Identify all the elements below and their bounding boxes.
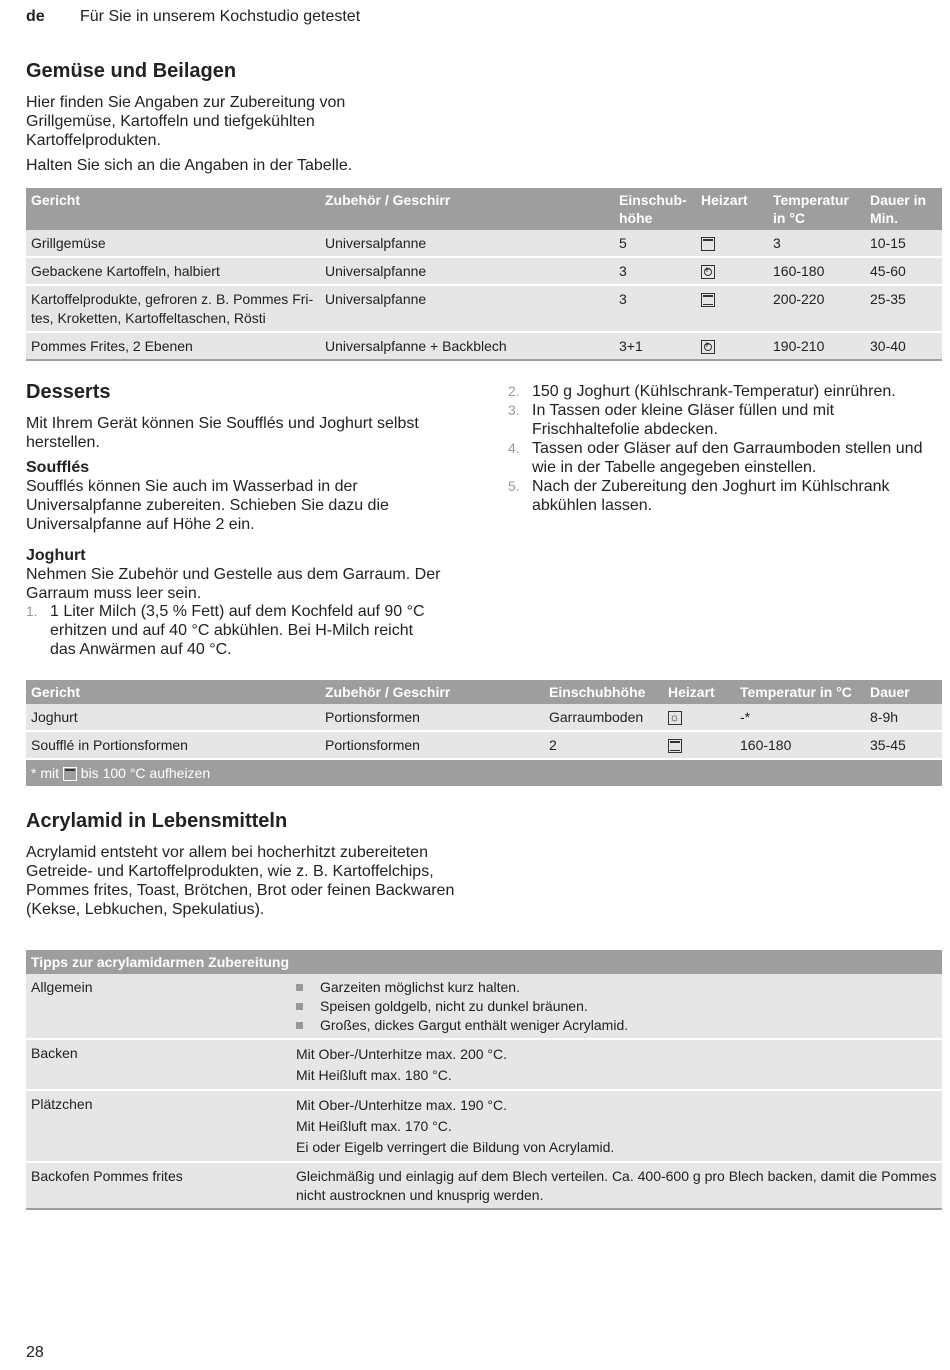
cell-hoehe: 2 <box>544 731 663 759</box>
cell-dauer: 30-40 <box>865 332 942 360</box>
cell-hoehe: 3 <box>614 257 696 285</box>
grill-icon <box>63 767 77 781</box>
table-desserts <box>26 680 942 788</box>
list-item <box>508 439 938 477</box>
table-tips <box>26 950 942 1210</box>
col-header-heizart: Heizart <box>663 680 735 704</box>
cell-temp: 190-210 <box>768 332 865 360</box>
souffles-text: Soufflés können Sie auch im Wasserbad in der Universalpfanne zubereiten. Schieben Sie dazu die Universalpfanne auf Höhe 2 ein. <box>26 478 389 533</box>
light-icon <box>668 711 682 725</box>
list-item <box>508 401 938 439</box>
tips-content <box>291 1039 942 1090</box>
tips-bullets <box>296 978 937 1035</box>
table-row <box>26 704 942 731</box>
table-row <box>26 285 942 332</box>
cell-hoehe: 3 <box>614 285 696 332</box>
tips-content <box>291 1090 942 1162</box>
col-header-einschubhoehe: Einschub-höhe <box>614 188 696 230</box>
table-footnote-row <box>26 759 942 787</box>
footnote-text-pre: * mit <box>31 765 59 781</box>
cell-heizart <box>696 285 768 332</box>
step-number: 3. <box>508 402 520 418</box>
hot-air-icon <box>701 265 715 279</box>
cell-dauer: 45-60 <box>865 257 942 285</box>
col-header-einschubhoehe: Einschubhöhe <box>544 680 663 704</box>
grill-icon <box>701 237 715 251</box>
tips-line: Mit Heißluft max. 170 °C. <box>296 1118 452 1134</box>
tips-line: Mit Ober-/Unterhitze max. 200 °C. <box>296 1046 507 1062</box>
table-row <box>26 1090 942 1162</box>
step-number: 1. <box>26 603 38 619</box>
page-header-title: Für Sie in unserem Kochstudio getestet <box>80 8 361 25</box>
col-header-heizart: Heizart <box>696 188 768 230</box>
acrylamid-text: Acrylamid entsteht vor allem bei hocherhitzt zubereiteten Getreide- und Kartoffelprodukten, wie z. B. Kartoffelchips, Pommes frites, Toast, Brötchen, Brot oder feinen Backwaren (Kekse, Lebkuchen, Spekulatius). <box>26 844 455 918</box>
tips-content: Gleichmäßig und einlagig auf dem Blech verteilen. Ca. 400-600 g pro Blech backen, damit die Pommes nicht austrocknen und knusprig werden. <box>291 1162 942 1209</box>
hot-air-icon <box>701 340 715 354</box>
col-header-dauer: Dauer <box>865 680 942 704</box>
list-item: Garzeiten möglichst kurz halten. <box>296 978 937 997</box>
table-row <box>26 230 942 257</box>
col-header-gericht: Gericht <box>26 188 320 230</box>
step-text: In Tassen oder kleine Gläser füllen und mit Frischhaltefolie abdecken. <box>532 402 835 438</box>
cell-heizart <box>696 332 768 360</box>
cell-heizart <box>663 731 735 759</box>
table-row <box>26 1039 942 1090</box>
table-row <box>26 332 942 360</box>
desserts-intro: Mit Ihrem Gerät können Sie Soufflés und Joghurt selbst herstellen. <box>26 415 419 451</box>
top-bottom-heat-icon <box>668 739 682 753</box>
cell-temp: 160-180 <box>768 257 865 285</box>
cell-gericht: Soufflé in Portionsformen <box>26 731 320 759</box>
list-item <box>508 477 938 515</box>
table-row <box>26 257 942 285</box>
tips-label: Plätzchen <box>26 1090 291 1162</box>
cell-dauer: 10-15 <box>865 230 942 257</box>
tips-line: Mit Heißluft max. 180 °C. <box>296 1067 452 1083</box>
list-item: Großes, dickes Gargut enthält weniger Acrylamid. <box>296 1016 937 1035</box>
tips-header: Tipps zur acrylamidarmen Zubereitung <box>26 950 942 974</box>
cell-dauer: 35-45 <box>865 731 942 759</box>
col-header-gericht: Gericht <box>26 680 320 704</box>
cell-zubehoer: Portionsformen <box>320 731 544 759</box>
cell-temp: 160-180 <box>735 731 865 759</box>
subtitle-souffles: Soufflés <box>26 459 90 476</box>
step-text: 150 g Joghurt (Kühlschrank-Temperatur) einrühren. <box>532 383 896 400</box>
cell-hoehe: 3+1 <box>614 332 696 360</box>
cell-dauer: 8-9h <box>865 704 942 731</box>
table-row <box>26 1162 942 1209</box>
cell-temp: 3 <box>768 230 865 257</box>
section-intro-gemuese: Hier finden Sie Angaben zur Zubereitung von Grillgemüse, Kartoffeln und tiefgekühlten Kartoffelprodukten. <box>26 94 346 149</box>
col-header-zubehoer: Zubehör / Geschirr <box>320 188 614 230</box>
tips-label: Allgemein <box>26 974 291 1039</box>
cell-temp: 200-220 <box>768 285 865 332</box>
tips-content <box>291 974 942 1039</box>
cell-heizart <box>696 257 768 285</box>
tips-line: Mit Ober-/Unterhitze max. 190 °C. <box>296 1097 507 1113</box>
cell-zubehoer: Universalpfanne <box>320 257 614 285</box>
cell-gericht: Joghurt <box>26 704 320 731</box>
cell-hoehe: Garraumboden <box>544 704 663 731</box>
cell-heizart <box>663 704 735 731</box>
step-text: 1 Liter Milch (3,5 % Fett) auf dem Kochfeld auf 90 °C erhitzen und auf 40 °C abkühlen. Bei H-Milch reicht das Anwärmen auf 40 °C. <box>50 603 425 658</box>
cell-zubehoer: Universalpfanne <box>320 230 614 257</box>
table-footnote <box>26 759 942 787</box>
subtitle-joghurt: Joghurt <box>26 547 86 564</box>
list-item <box>26 602 426 659</box>
cell-zubehoer: Portionsformen <box>320 704 544 731</box>
step-number: 5. <box>508 478 520 494</box>
section-title-acrylamid: Acrylamid in Lebensmitteln <box>26 810 288 832</box>
col-header-temperatur: Temperatur in °C <box>768 188 865 230</box>
footnote-text-post: bis 100 °C aufheizen <box>80 765 211 781</box>
tips-line: Ei oder Eigelb verringert die Bildung von Acrylamid. <box>296 1139 615 1155</box>
language-code: de <box>26 8 45 25</box>
step-text: Nach der Zubereitung den Joghurt im Kühlschrank abkühlen lassen. <box>532 478 890 514</box>
cell-temp: -* <box>735 704 865 731</box>
tips-label: Backen <box>26 1039 291 1090</box>
step-text: Tassen oder Gläser auf den Garraumboden stellen und wie in der Tabelle angegeben einstellen. <box>532 440 923 476</box>
cell-gericht: Grillgemüse <box>26 230 320 257</box>
tips-label: Backofen Pommes frites <box>26 1162 291 1209</box>
step-number: 2. <box>508 383 520 399</box>
cell-zubehoer: Universalpfanne <box>320 285 614 332</box>
col-header-temperatur: Temperatur in °C <box>735 680 865 704</box>
cell-zubehoer: Universalpfanne + Backblech <box>320 332 614 360</box>
cell-gericht: Pommes Frites, 2 Ebenen <box>26 332 320 360</box>
table-row <box>26 731 942 759</box>
table-row <box>26 974 942 1039</box>
cell-gericht: Gebackene Kartoffeln, halbiert <box>26 257 320 285</box>
section-title-gemuese: Gemüse und Beilagen <box>26 60 237 82</box>
list-item <box>508 382 938 401</box>
col-header-dauer: Dauer in Min. <box>865 188 942 230</box>
step-number: 4. <box>508 440 520 456</box>
joghurt-text: Nehmen Sie Zubehör und Gestelle aus dem Garraum. Der Garraum muss leer sein. <box>26 566 441 602</box>
section-note-gemuese: Halten Sie sich an die Angaben in der Tabelle. <box>26 157 353 174</box>
table-gemuese <box>26 188 942 361</box>
top-bottom-heat-icon <box>701 293 715 307</box>
joghurt-steps-right <box>508 382 938 515</box>
list-item: Speisen goldgelb, nicht zu dunkel bräunen. <box>296 997 937 1016</box>
col-header-zubehoer: Zubehör / Geschirr <box>320 680 544 704</box>
cell-dauer: 25-35 <box>865 285 942 332</box>
joghurt-steps-left <box>26 602 426 659</box>
cell-heizart <box>696 230 768 257</box>
section-title-desserts: Desserts <box>26 381 111 403</box>
cell-gericht: Kartoffelprodukte, gefroren z. B. Pommes Fri-tes, Kroketten, Kartoffeltaschen, Rösti <box>26 285 320 332</box>
cell-hoehe: 5 <box>614 230 696 257</box>
page-number: 28 <box>26 1344 44 1361</box>
